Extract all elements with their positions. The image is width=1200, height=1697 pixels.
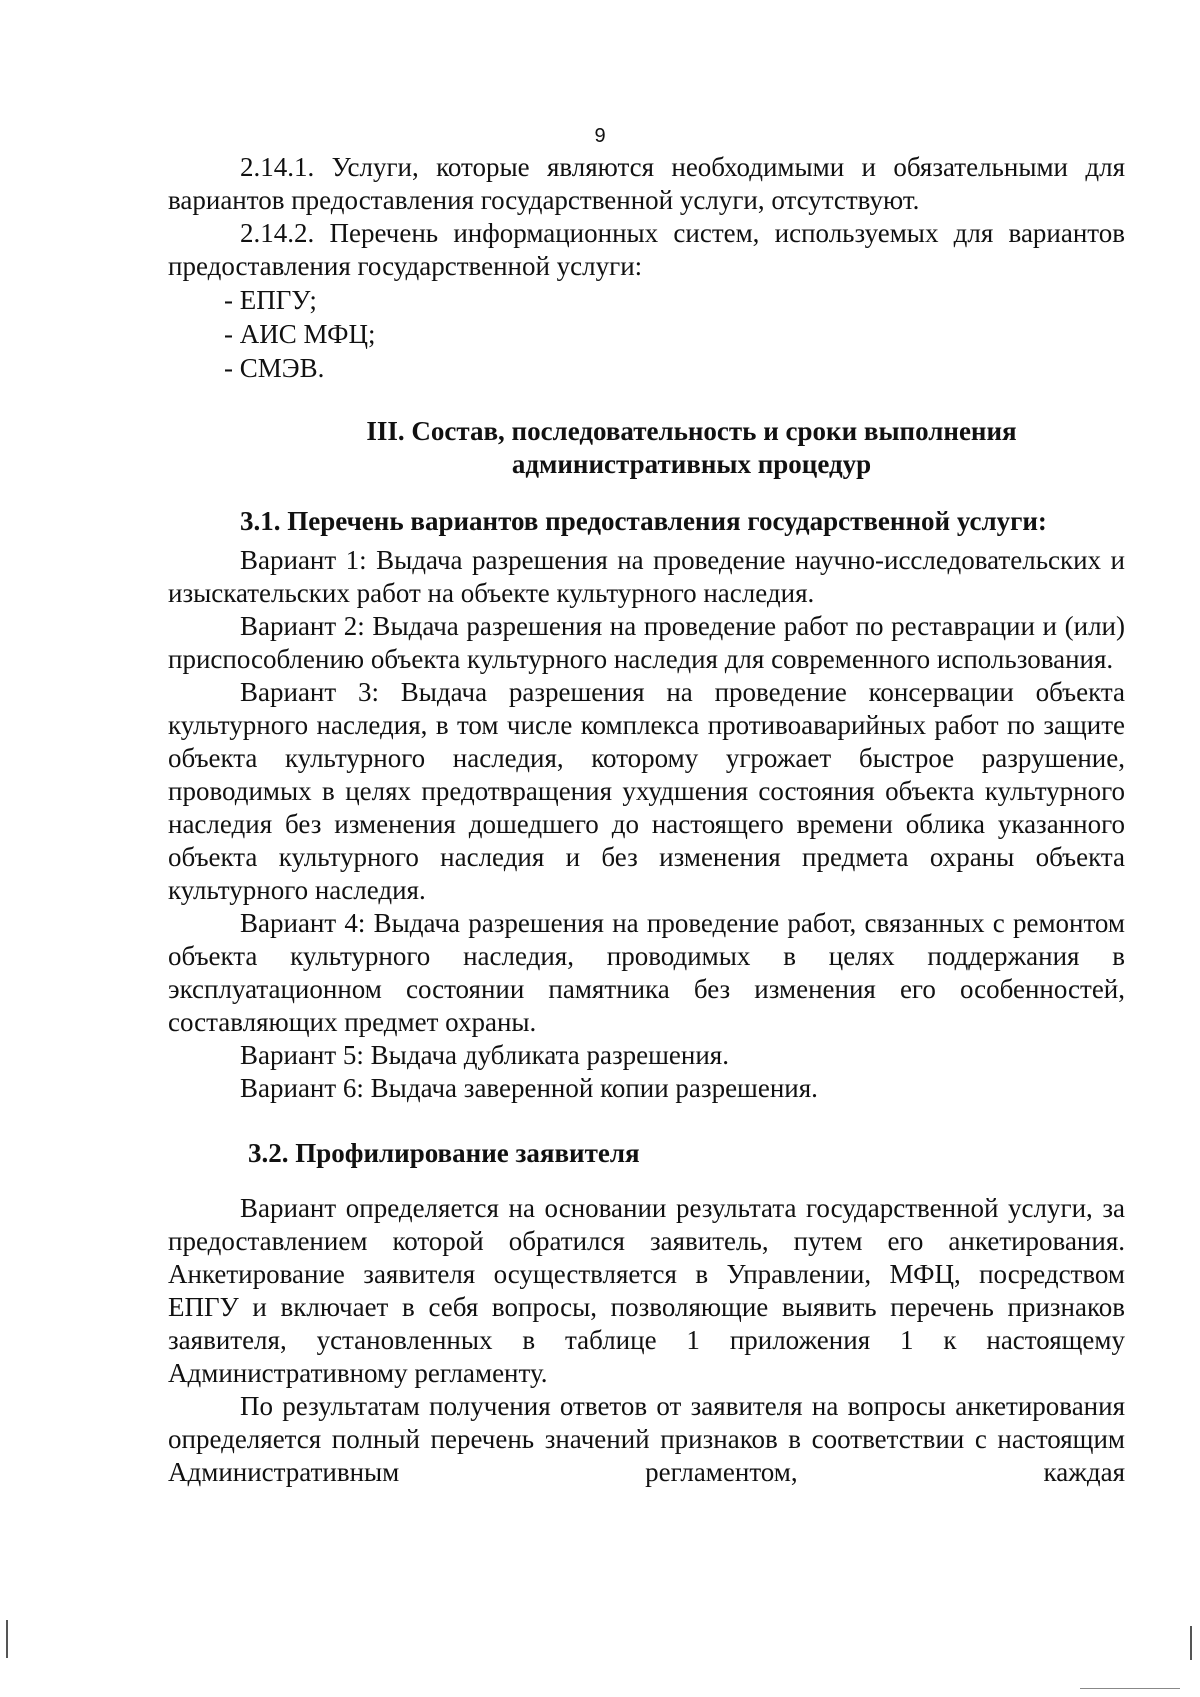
list-item: - ЕПГУ; (224, 285, 317, 315)
scan-edge-mark-left (6, 1620, 8, 1658)
subsection-3-1-heading: 3.1. Перечень вариантов предоставления государственной услуги: (240, 506, 1047, 536)
list-item: - АИС МФЦ; (224, 319, 376, 349)
variant-item: Вариант 5: Выдача дубликата разрешения. (240, 1040, 729, 1070)
scan-edge-mark-bottom (1080, 1688, 1180, 1689)
document-body (168, 151, 1125, 1489)
section-3-heading-line1: III. Состав, последовательность и сроки выполнения (366, 416, 1017, 446)
variant-item: Вариант 6: Выдача заверенной копии разрешения. (240, 1073, 818, 1103)
scan-edge-mark-right (1190, 1626, 1192, 1660)
profiling-paragraph-1: Вариант определяется на основании результата государственной услуги, за предоставлением которой обратился заявитель, путем его анкетирования. Анкетирование заявителя осуществляется в Управлении, МФЦ, посредством ЕПГУ и включает в себя вопросы, позволяющие выявить перечень признаков заявителя, установленных в таблице 1 приложения 1 к настоящему Административному регламенту. (168, 1193, 1125, 1388)
paragraph-2-14-2: 2.14.2. Перечень информационных систем, используемых для вариантов предоставления государственной услуги: (168, 218, 1125, 281)
variants-list (168, 544, 1125, 1105)
section-3-heading (168, 415, 1125, 481)
variant-item: Вариант 2: Выдача разрешения на проведение работ по реставрации и (или) приспособлению объекта культурного наследия для современного использования. (168, 611, 1125, 674)
variant-item: Вариант 3: Выдача разрешения на проведение консервации объекта культурного наследия, в том числе комплекса противоаварийных работ по защите объекта культурного наследия, которому угрожает быстрое разрушение, проводимых в целях предотвращения ухудшения состояния объекта культурного наследия без изменения дошедшего до настоящего времени облика указанного объекта культурного наследия и без изменения предмета охраны объекта культурного наследия. (168, 677, 1125, 905)
subsection-3-2-heading: 3.2. Профилирование заявителя (248, 1138, 640, 1168)
page-number: 9 (594, 125, 606, 147)
paragraph-2-14-1: 2.14.1. Услуги, которые являются необходимыми и обязательными для вариантов предоставления государственной услуги, отсутствуют. (168, 152, 1125, 215)
information-systems-list (168, 283, 1125, 385)
section-3-heading-line2: административных процедур (511, 449, 872, 479)
list-item: - СМЭВ. (224, 353, 325, 383)
variant-item: Вариант 4: Выдача разрешения на проведение работ, связанных с ремонтом объекта культурного наследия, проводимых в целях поддержания в эксплуатационном состоянии памятника без изменения его особенностей, составляющих предмет охраны. (168, 908, 1125, 1037)
profiling-paragraph-2: По результатам получения ответов от заявителя на вопросы анкетирования определяется полный перечень значений признаков в соответствии с настоящим Административным регламентом, каждая (168, 1391, 1125, 1487)
variant-item: Вариант 1: Выдача разрешения на проведение научно-исследовательских и изыскательских работ на объекте культурного наследия. (168, 545, 1125, 608)
